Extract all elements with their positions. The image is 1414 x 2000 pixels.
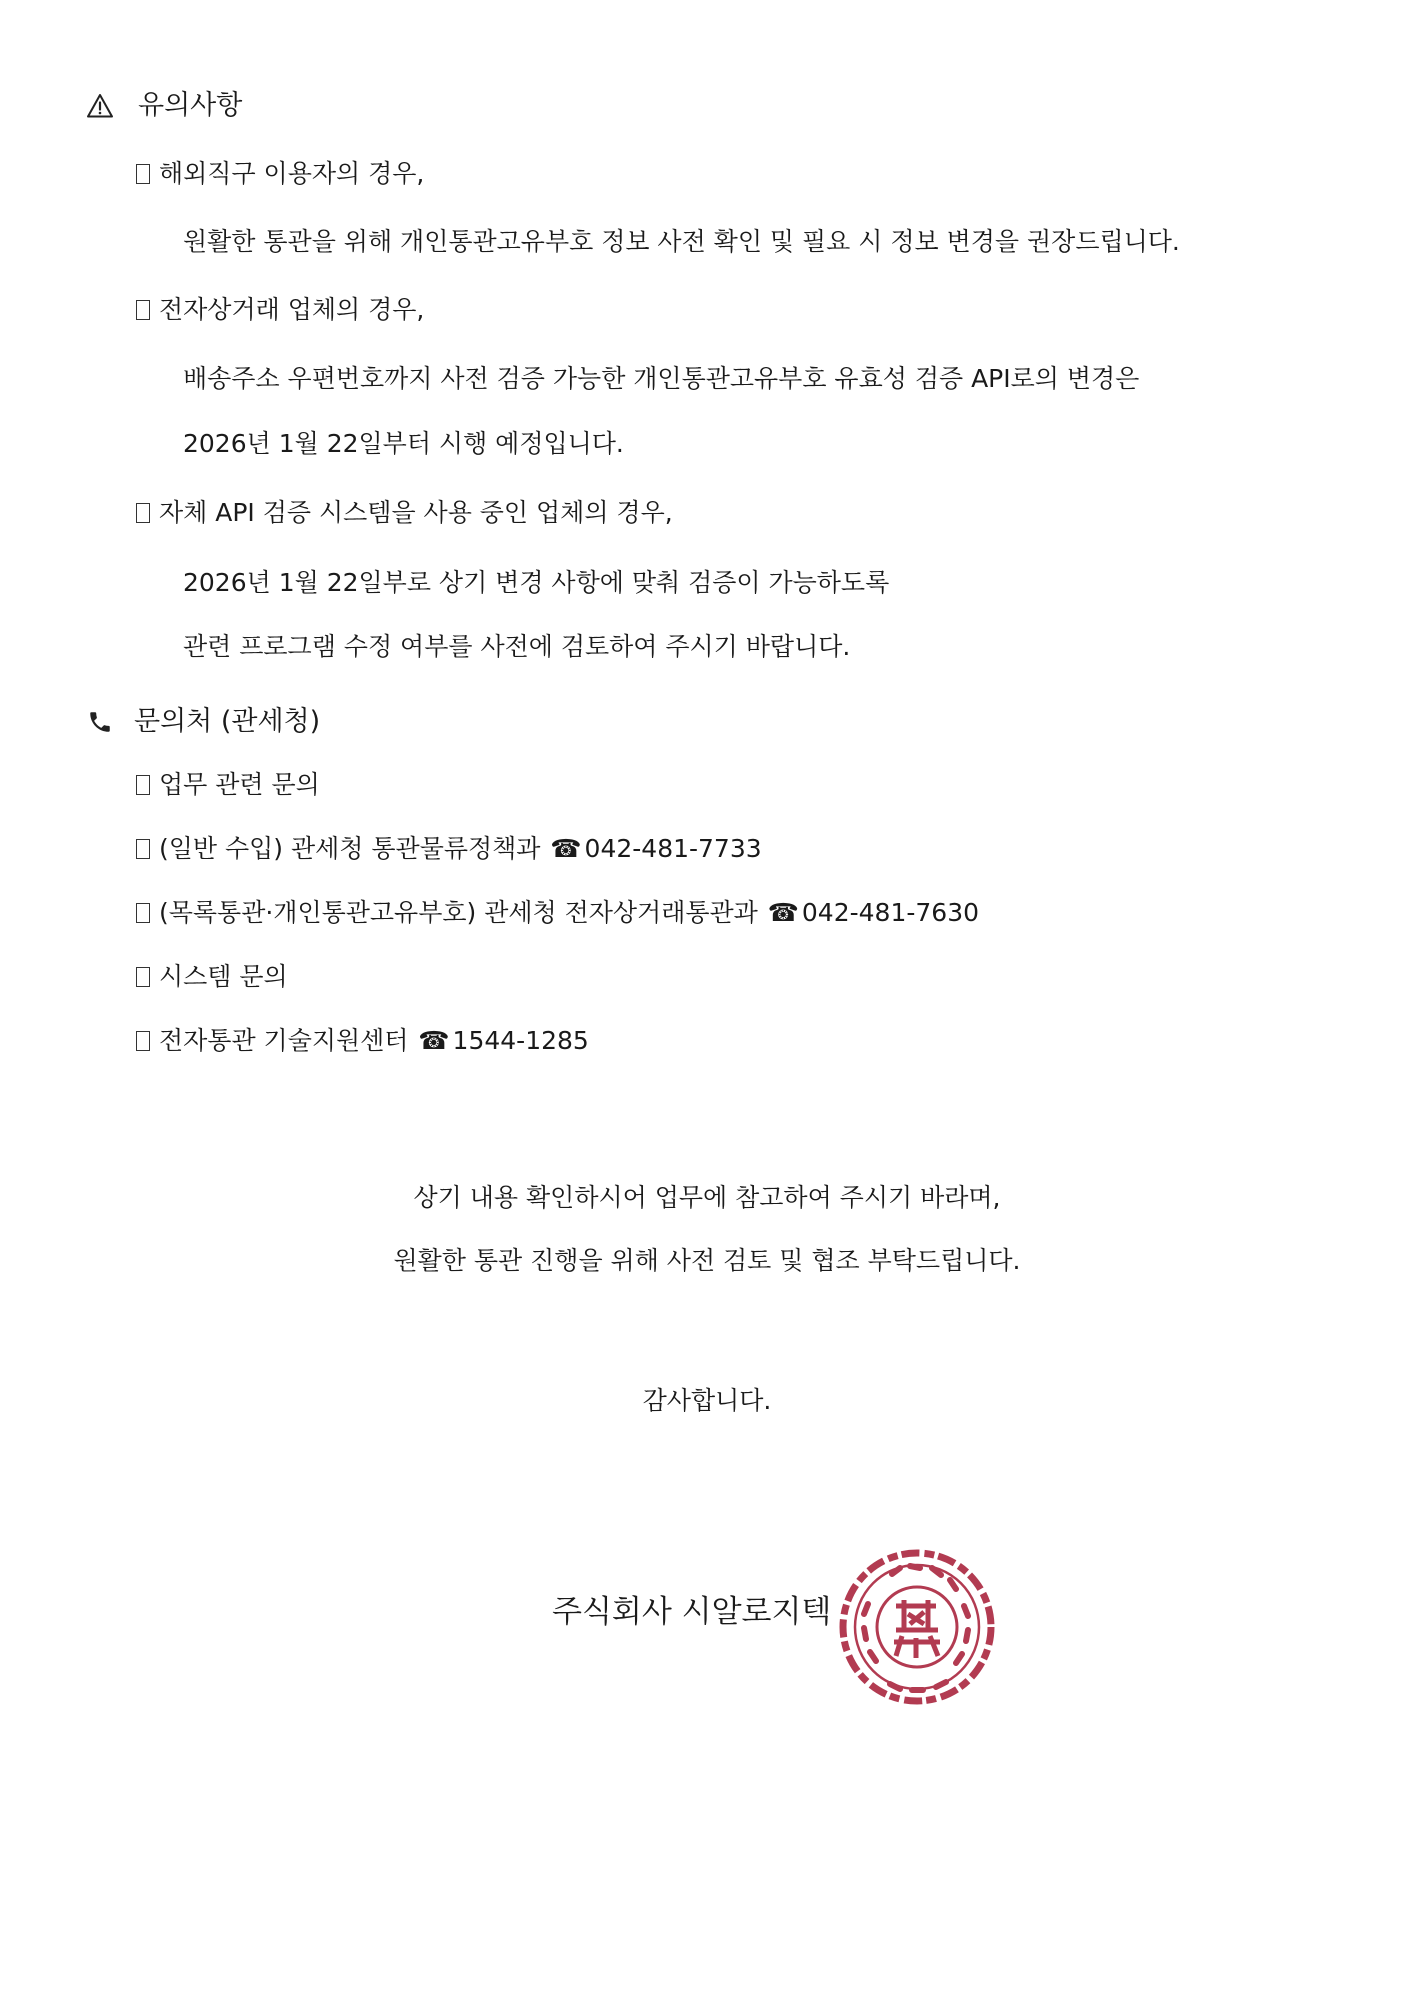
notes-title: 유의사항: [138, 90, 243, 121]
note-item-own-api-heading: 자체 API 검증 시스템을 사용 중인 업체의 경우,: [136, 496, 673, 530]
note-item-ecommerce-heading: 전자상거래 업체의 경우,: [136, 293, 424, 327]
contact-general-import: (일반 수입) 관세청 통관물류정책과 ☎ 042-481-7733: [136, 832, 762, 866]
note-item-ecommerce-text-2: 2026년 1월 22일부터 시행 예정입니다.: [183, 429, 624, 458]
contact-heading: [84, 704, 320, 740]
note-item-ecommerce-text-1: 배송주소 우편번호까지 사전 검증 가능한 개인통관고유부호 유효성 검증 API로의 변경은: [183, 364, 1140, 393]
telephone-icon: ☎: [767, 898, 799, 927]
checkbox-bullet: [136, 775, 150, 795]
checkbox-bullet: [136, 903, 150, 923]
checkbox-bullet: [136, 967, 150, 987]
phone-number: 042-481-7733: [584, 834, 762, 863]
checkbox-bullet: [136, 839, 150, 859]
checkbox-bullet: [136, 300, 150, 320]
telephone-icon: ☎: [418, 1026, 450, 1055]
notes-heading: [84, 88, 242, 124]
closing-line-1: 상기 내용 확인하시어 업무에 참고하여 주시기 바라며,: [413, 1183, 1001, 1212]
company-name: 주식회사 시알로지텍: [552, 1594, 832, 1630]
note-item-overseas-heading: 해외직구 이용자의 경우,: [136, 157, 424, 191]
warning-triangle-icon: [84, 90, 116, 122]
contact-system-heading: 시스템 문의: [136, 960, 288, 994]
thanks-text: 감사합니다.: [642, 1386, 772, 1415]
checkbox-bullet: [136, 164, 150, 184]
contact-tech-support: 전자통관 기술지원센터 ☎ 1544-1285: [136, 1024, 589, 1058]
note-item-own-api-text-2: 관련 프로그램 수정 여부를 사전에 검토하여 주시기 바랍니다.: [183, 632, 851, 661]
note-item-overseas-text: 원활한 통관을 위해 개인통관고유부호 정보 사전 확인 및 필요 시 정보 변경을 권장드립니다.: [183, 227, 1180, 256]
telephone-icon: ☎: [550, 834, 582, 863]
contact-title: 문의처 (관세청): [134, 706, 321, 737]
contact-business-heading: 업무 관련 문의: [136, 768, 320, 802]
company-seal-stamp: [832, 1542, 1002, 1712]
phone-icon: [84, 706, 116, 738]
phone-number: 1544-1285: [452, 1026, 589, 1055]
checkbox-bullet: [136, 1031, 150, 1051]
contact-list-clearance: (목록통관·개인통관고유부호) 관세청 전자상거래통관과 ☎ 042-481-7630: [136, 896, 979, 930]
closing-line-2: 원활한 통관 진행을 위해 사전 검토 및 협조 부탁드립니다.: [393, 1246, 1021, 1275]
note-item-own-api-text-1: 2026년 1월 22일부로 상기 변경 사항에 맞춰 검증이 가능하도록: [183, 568, 890, 597]
checkbox-bullet: [136, 503, 150, 523]
phone-number: 042-481-7630: [801, 898, 980, 927]
